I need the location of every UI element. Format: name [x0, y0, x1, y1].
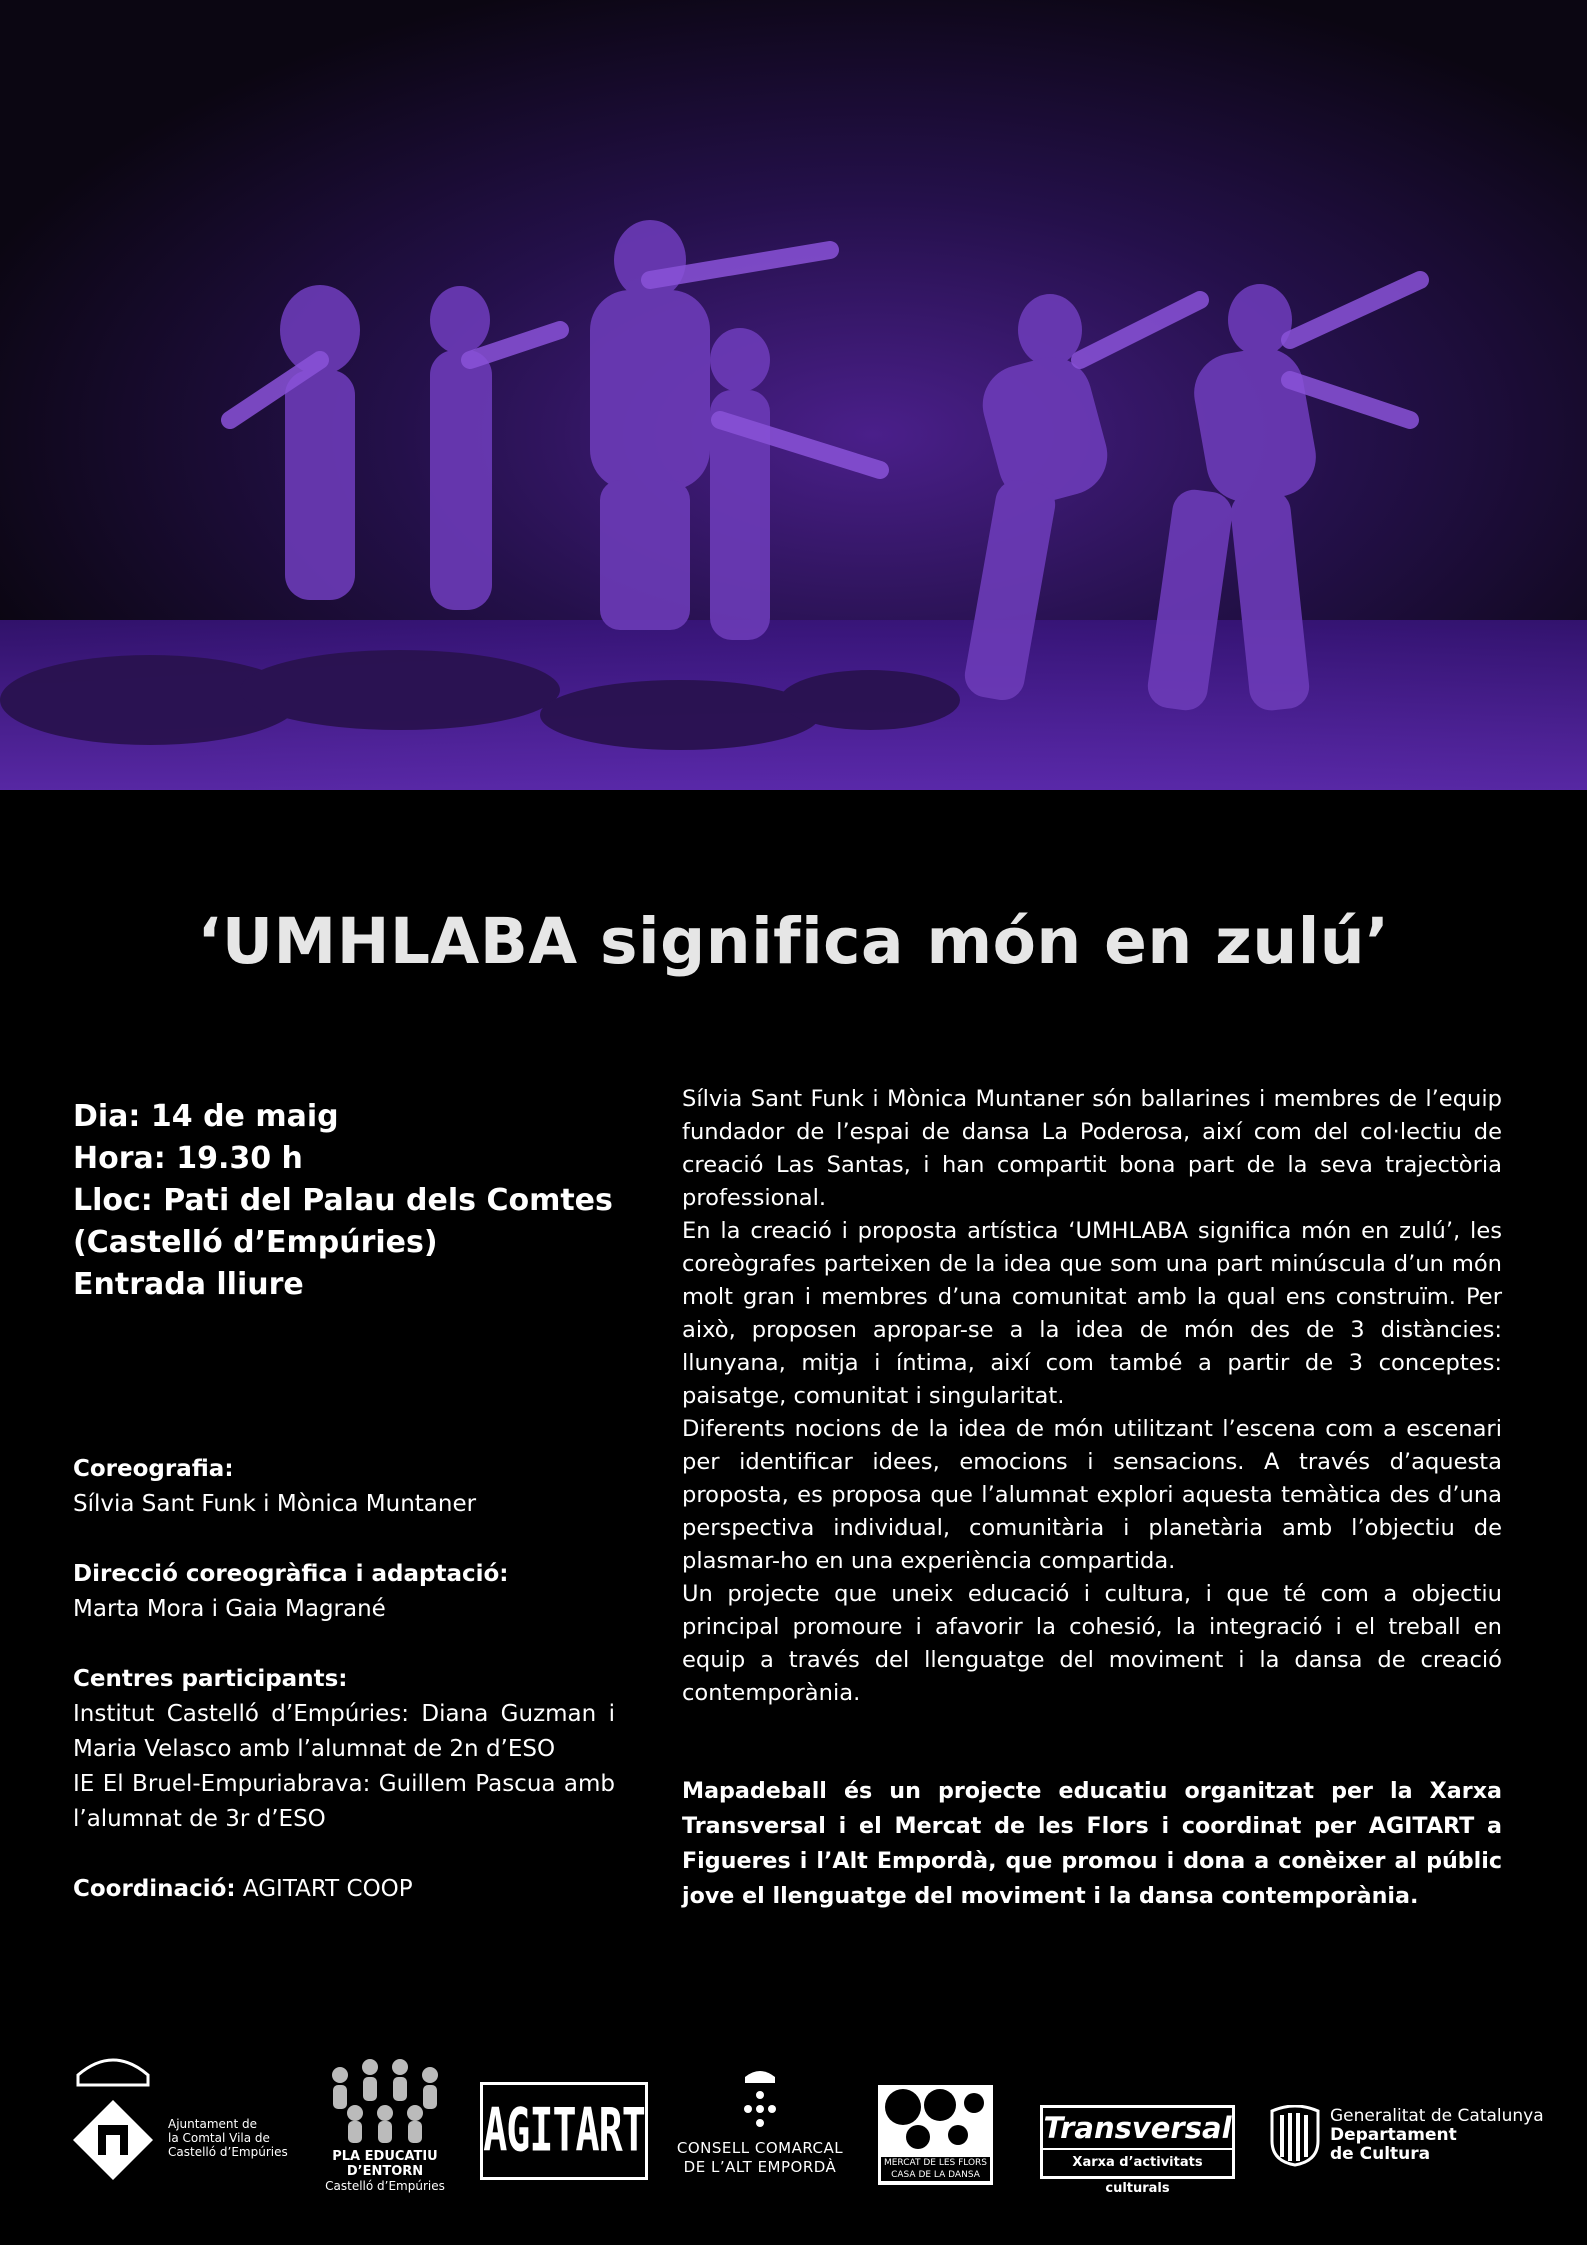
coordination-label: Coordinació: [73, 1876, 236, 1902]
transversal-sub: Xarxa d’activitats culturals [1072, 2155, 1203, 2196]
logo-generalitat [1268, 2105, 1544, 2175]
description [682, 1083, 1502, 1710]
description-paragraph: En la creació i proposta artística ‘UMHLABA significa món en zulú’, les coreògrafes parteixen de la idea que som una part minúscula d’un món molt gran i membres d’una comunitat amb la qual ens construïm. Per això, proposen apropar-se a la idea de món des de 3 distàncies: llunyana, mitja i íntima, així com també a partir de 3 conceptes: paisatge, comunitat i singularitat. [682, 1218, 1502, 1409]
ajuntament-line: Ajuntament de [168, 2117, 258, 2131]
event-date: Dia: 14 de maig [73, 1099, 339, 1134]
description-paragraph: Sílvia Sant Funk i Mònica Muntaner són ballarines i membres de l’equip fundador de l’espai de dansa La Poderosa, així com del col·lectiu de creació Las Santas, i han compartit bona part de la seva trajectòria professional. [682, 1086, 1502, 1211]
coordination-value: AGITART COOP [235, 1876, 413, 1902]
event-entry: Entrada lliure [73, 1267, 304, 1302]
gencat-line-2: Departament [1330, 2125, 1457, 2145]
mercat-line-2: CASA DE LA DANSA [881, 2169, 990, 2181]
logo-mercat-flors [878, 2085, 993, 2185]
gencat-line-1: Generalitat de Catalunya [1330, 2106, 1544, 2126]
gencat-line-3: de Cultura [1330, 2144, 1431, 2164]
flower-dots-icon [878, 2085, 993, 2153]
pla-line-2: D’ENTORN [346, 2164, 424, 2179]
event-place-town: (Castelló d’Empúries) [73, 1225, 438, 1260]
logo-agitart [480, 2082, 648, 2180]
description-paragraph: Un projecte que uneix educació i cultura, i que té com a objectiu principal promoure i afavorir la cohesió, la integració i el treball en equip a través del llenguatge del moviment i la dansa de creació contemporània. [682, 1581, 1502, 1706]
credits [73, 1452, 615, 1942]
direction-value: Marta Mora i Gaia Magrané [73, 1596, 386, 1622]
consell-line-2: DE L’ALT EMPORDÀ [683, 2158, 837, 2176]
ajuntament-line: la Comtal Vila de [168, 2131, 270, 2145]
centre-2: IE El Bruel-Empuriabrava: Guillem Pascua amb l’alumnat de 3r d’ESO [73, 1771, 615, 1832]
logo-pla-educatiu [310, 2055, 460, 2210]
choreography-label: Coreografia: [73, 1456, 234, 1482]
centre-1: Institut Castelló d’Empúries: Diana Guzman i Maria Velasco amb l’alumnat de 2n d’ESO [73, 1701, 615, 1762]
dancers-illustration [0, 0, 1587, 790]
centres-label: Centres participants: [73, 1666, 348, 1692]
hero-photo [0, 0, 1587, 790]
transversal-wordmark: Transversal [1043, 2108, 1232, 2150]
page-title: ‘UMHLABA significa món en zulú’ [197, 905, 1390, 978]
mercat-line-1: MERCAT DE LES FLORS [881, 2157, 990, 2169]
logo-transversal [1040, 2105, 1235, 2196]
senyera-shield-icon [1268, 2105, 1322, 2167]
logo-ajuntament [68, 2045, 288, 2185]
logo-consell-comarcal [675, 2065, 845, 2205]
project-note: Mapadeball és un projecte educatiu organitzat per la Xarxa Transversal i el Mercat de les Flors i coordinat per AGITART a Figueres i l’Alt Empordà, que promou i dona a conèixer al públic jove el llenguatge del moviment i la dansa contemporània. [682, 1778, 1502, 1909]
agitart-wordmark: AGITART [483, 2096, 645, 2166]
sponsor-logos [0, 2040, 1587, 2200]
coat-of-arms-icon [735, 2065, 785, 2135]
direction-label: Direcció coreogràfica i adaptació: [73, 1561, 509, 1587]
event-place: Lloc: Pati del Palau dels Comtes [73, 1183, 613, 1218]
event-time: Hora: 19.30 h [73, 1141, 303, 1176]
description-paragraph: Diferents nocions de la idea de món utilitzant l’escena com a escenari per identificar idees, emocions i sensacions. A través d’aquesta proposta, es proposa que l’alumnat explori aquesta temàtica des d’una perspectiva individual, comunitària i planetària amb l’objectiu de plasmar-ho en una experiència compartida. [682, 1416, 1502, 1574]
ajuntament-line: Castelló d’Empúries [168, 2145, 288, 2159]
castle-shield-icon [68, 2045, 158, 2185]
pla-line-3: Castelló d’Empúries [325, 2179, 445, 2193]
consell-line-1: CONSELL COMARCAL [676, 2139, 844, 2157]
pla-line-1: PLA EDUCATIU [332, 2149, 438, 2164]
people-circle-icon [320, 2055, 450, 2145]
event-details [73, 1096, 613, 1306]
choreography-value: Sílvia Sant Funk i Mònica Muntaner [73, 1491, 477, 1517]
